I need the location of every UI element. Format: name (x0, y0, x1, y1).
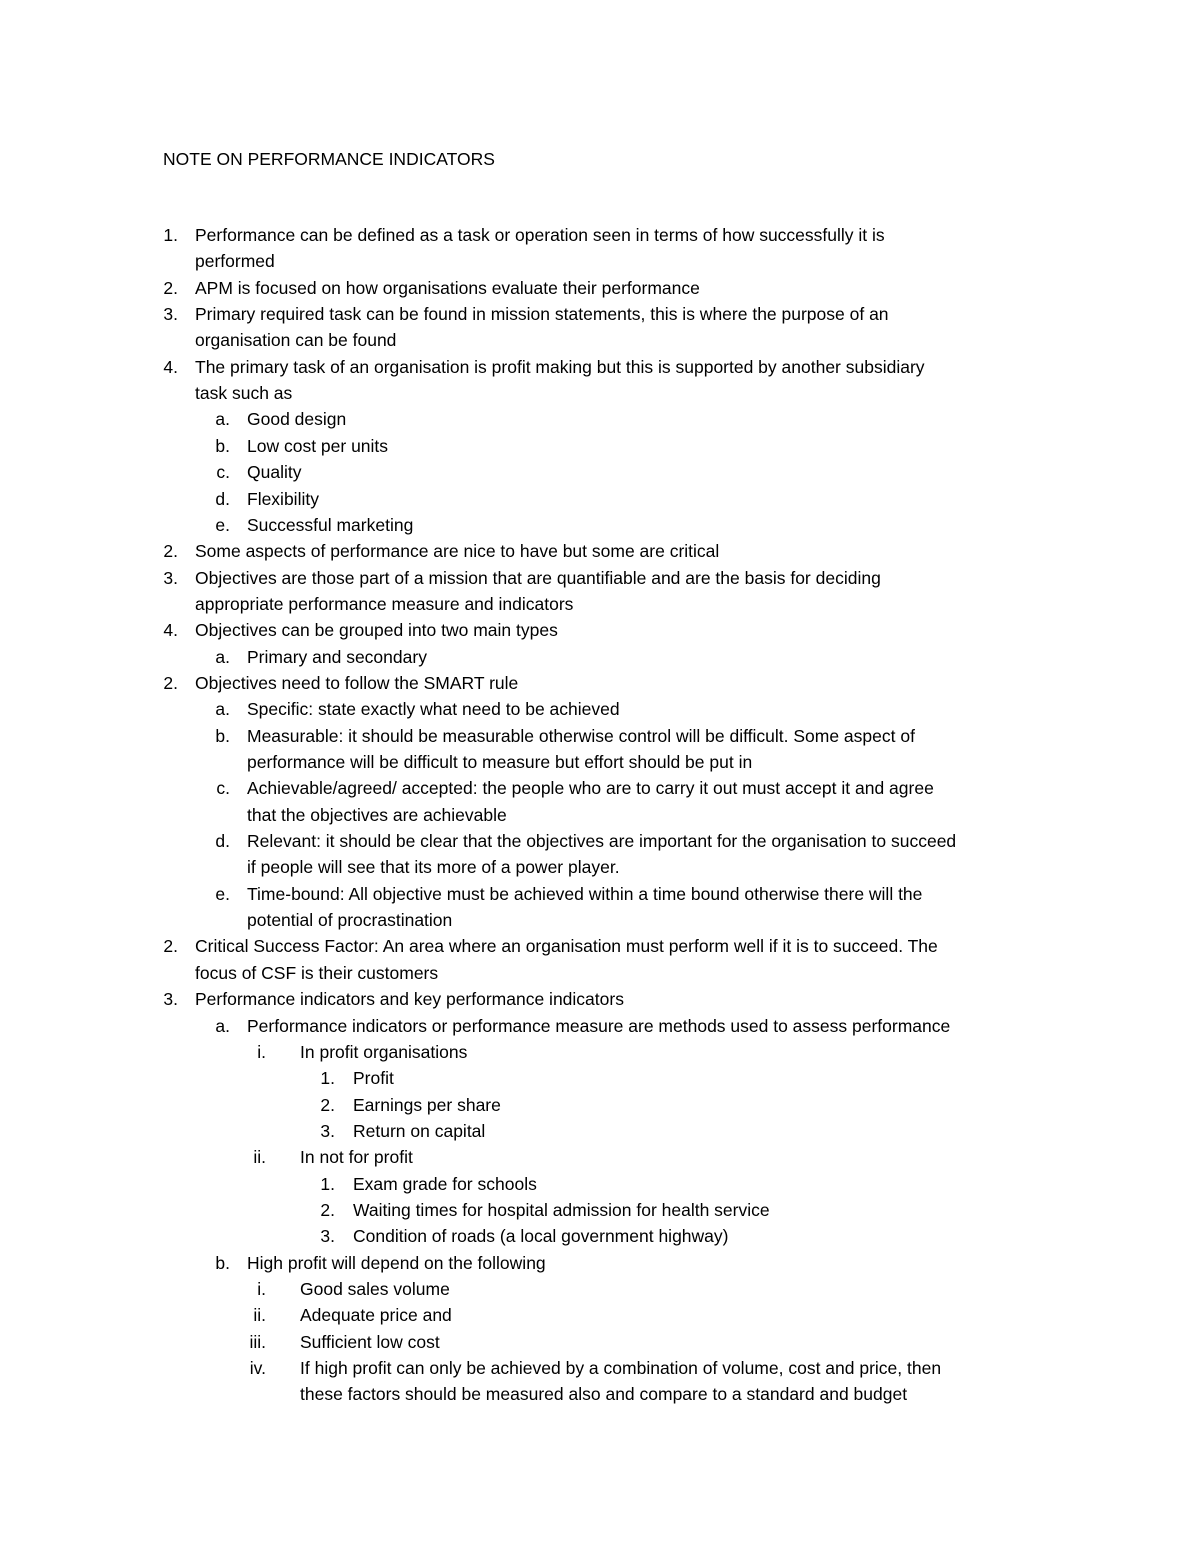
list-item-text: Critical Success Factor: An area where an organisation must perform well if it is to succeed. The (195, 936, 938, 957)
list-marker: e. (215, 883, 230, 904)
list-item-text: Good sales volume (300, 1279, 450, 1299)
list-item-text: Performance indicators or performance measure are methods used to assess performance (247, 1015, 951, 1036)
document-title: NOTE ON PERFORMANCE INDICATORS (163, 149, 495, 169)
list-item-text: Condition of roads (a local government highway) (353, 1226, 729, 1247)
list-marker: i. (257, 1279, 266, 1299)
list-item-text: Exam grade for schools (353, 1173, 537, 1194)
list-marker: ii. (253, 1147, 266, 1168)
list-item-text: Time-bound: All objective must be achieved within a time bound otherwise there will the (247, 883, 923, 904)
list-item-text: If high profit can only be achieved by a combination of volume, cost and price, then (300, 1358, 942, 1379)
list-item-text: Specific: state exactly what need to be achieved (247, 699, 620, 720)
list-marker: 2. (163, 541, 178, 562)
list-marker: e. (215, 514, 230, 535)
list-item-text: Primary required task can be found in mission statements, this is where the purpose of an (195, 304, 889, 325)
list-marker: a. (215, 699, 230, 720)
list-item-text: if people will see that its more of a power player. (247, 857, 620, 878)
list-item-text: Relevant: it should be clear that the objectives are important for the organisation to succeed (247, 831, 957, 852)
list-marker: 3. (163, 567, 178, 588)
list-marker: iv. (249, 1358, 266, 1379)
list-marker: 3. (163, 304, 178, 325)
list-marker: 3. (320, 1226, 335, 1247)
list-marker: iii. (249, 1331, 266, 1352)
list-marker: 3. (320, 1120, 335, 1141)
list-marker: ii. (253, 1305, 266, 1326)
list-item-text: In not for profit (300, 1147, 413, 1168)
list-item-text: The primary task of an organisation is profit making but this is supported by another subsidiary (195, 356, 925, 377)
list-marker: b. (215, 725, 230, 746)
list-item-text: that the objectives are achievable (247, 804, 507, 825)
list-marker: d. (215, 831, 230, 852)
list-marker: 1. (320, 1068, 335, 1089)
list-marker: 1. (320, 1173, 335, 1194)
list-item-text: Achievable/agreed/ accepted: the people who are to carry it out must accept it and agree (247, 778, 934, 799)
list-item-text: organisation can be found (195, 330, 397, 351)
list-item-text: Quality (247, 462, 302, 483)
list-item-text: High profit will depend on the following (247, 1252, 546, 1273)
list-item-text: Objectives are those part of a mission that are quantifiable and are the basis for deciding (195, 567, 881, 588)
list-item-text: Objectives need to follow the SMART rule (195, 672, 519, 693)
list-marker: a. (215, 409, 230, 430)
list-marker: c. (216, 462, 230, 483)
list-marker: b. (215, 435, 230, 456)
list-marker: c. (216, 778, 230, 799)
list-item-text: Return on capital (353, 1120, 486, 1141)
list-item-text: Flexibility (247, 488, 319, 509)
list-item-text: performance will be difficult to measure but effort should be put in (247, 752, 753, 772)
list-item-text: task such as (195, 383, 293, 404)
list-marker: a. (215, 1015, 230, 1036)
list-marker: 2. (320, 1094, 335, 1115)
list-item-text: Adequate price and (300, 1305, 452, 1326)
list-marker: 2. (163, 277, 178, 298)
list-item-text: focus of CSF is their customers (195, 962, 439, 983)
list-item-text: Earnings per share (353, 1094, 501, 1115)
list-item-text: performed (195, 251, 275, 272)
list-item-text: Some aspects of performance are nice to have but some are critical (195, 541, 720, 562)
list-item-text: Successful marketing (247, 514, 414, 535)
list-item-text: Waiting times for hospital admission for health service (353, 1199, 770, 1220)
list-item-text: Good design (247, 409, 347, 430)
list-marker: b. (215, 1252, 230, 1273)
list-item-text: Performance can be defined as a task or operation seen in terms of how successfully it is (195, 225, 885, 245)
list-marker: 2. (163, 936, 178, 957)
list-item-text: appropriate performance measure and indicators (195, 593, 574, 614)
list-marker: a. (215, 646, 230, 667)
list-item-text: Measurable: it should be measurable otherwise control will be difficult. Some aspect of (247, 725, 915, 746)
list-item-text: Low cost per units (247, 435, 389, 456)
list-item-text: Sufficient low cost (300, 1331, 440, 1352)
list-item-text: Objectives can be grouped into two main types (195, 620, 558, 641)
list-marker: 2. (163, 672, 178, 693)
list-marker: 3. (163, 989, 178, 1010)
list-marker: 2. (320, 1199, 335, 1220)
list-item-text: Profit (353, 1068, 394, 1089)
list-item-text: potential of procrastination (247, 910, 453, 931)
list-item-text: Primary and secondary (247, 646, 427, 667)
list-marker: i. (257, 1041, 266, 1062)
list-marker: 1. (163, 225, 178, 245)
list-marker: 4. (163, 620, 178, 641)
list-marker: 4. (163, 356, 178, 377)
list-item-text: APM is focused on how organisations evaluate their performance (195, 277, 700, 298)
list-item-text: Performance indicators and key performance indicators (195, 989, 624, 1010)
list-item-text: these factors should be measured also and compare to a standard and budget (300, 1384, 908, 1405)
list-marker: d. (215, 488, 230, 509)
list-item-text: In profit organisations (300, 1041, 468, 1062)
